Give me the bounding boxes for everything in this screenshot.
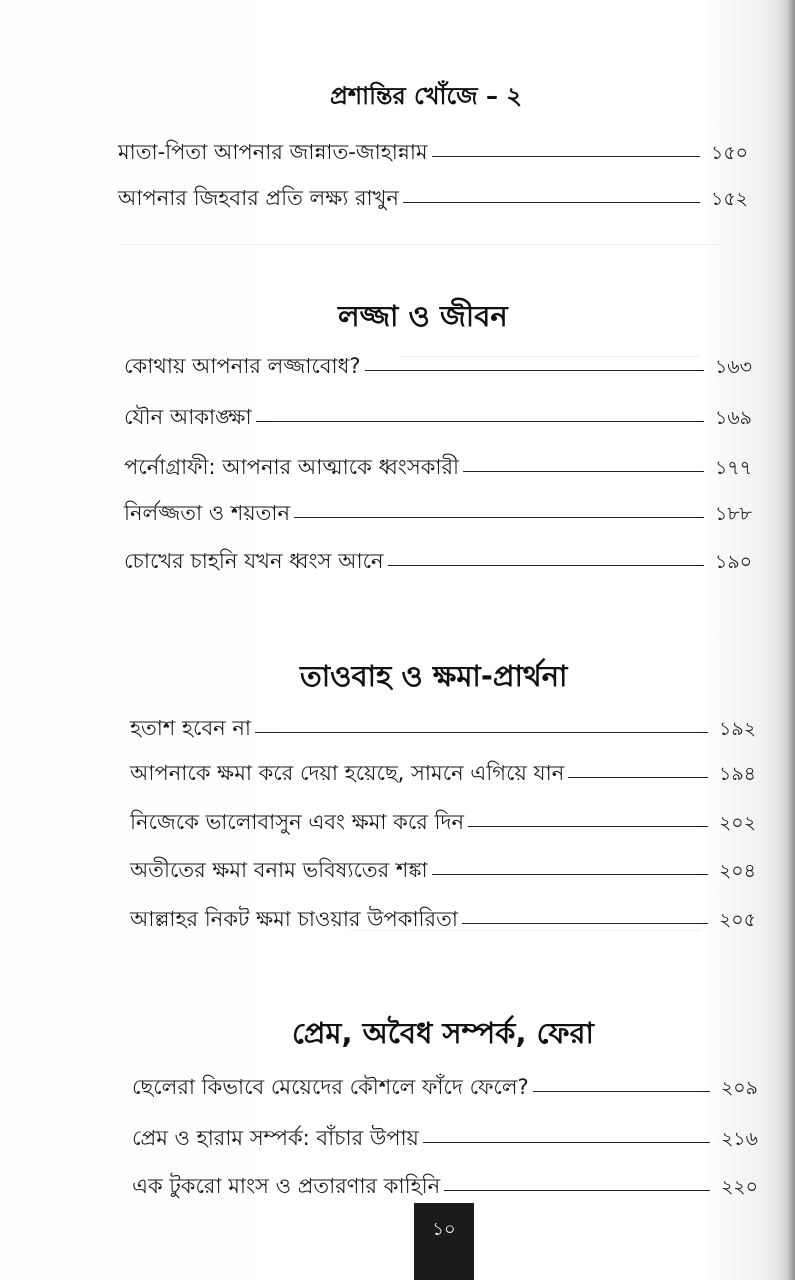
toc-entry-title: ছেলেরা কিভাবে মেয়েদের কৌশলে ফাঁদে ফেলে?: [132, 1075, 529, 1099]
toc-entry-title: অতীতের ক্ষমা বনাম ভবিষ্যতের শঙ্কা: [130, 858, 428, 882]
section-title: প্রেম, অবৈধ সম্পর্ক, ফেরা: [292, 1016, 594, 1050]
toc-page-number: ২০২: [718, 812, 756, 834]
toc-page-number: ১৬৩: [714, 356, 752, 378]
toc-page-number: ২১৬: [720, 1128, 758, 1150]
toc-entry[interactable]: [118, 182, 748, 217]
dot-leader: [568, 777, 708, 778]
dot-leader: [533, 1091, 710, 1092]
toc-entry-title: হতাশ হবেন না: [130, 716, 251, 740]
section-title: প্রশান্তির খোঁজে – ২: [330, 82, 522, 110]
page-number: ১০: [432, 1219, 456, 1240]
toc-page-number: ১৫২: [710, 188, 748, 210]
page-edge-shadow: [777, 0, 795, 1280]
toc-page-number: ১৫০: [710, 142, 748, 164]
toc-page-number: ২২০: [720, 1176, 758, 1198]
toc-entry-title: কোথায় আপনার লজ্জাবোধ?: [124, 354, 361, 378]
toc-page-number: ১৮৮: [715, 503, 752, 525]
toc-entry[interactable]: [118, 136, 748, 171]
dot-leader: [432, 156, 700, 157]
dot-leader: [365, 370, 704, 371]
toc-page-number: ১৬৯: [714, 407, 752, 429]
dot-leader: [432, 874, 708, 875]
toc-entry-title: নির্লজ্জতা ও শয়তান: [124, 501, 291, 525]
show-through-line: [120, 244, 720, 245]
toc-entry[interactable]: [124, 497, 752, 532]
dot-leader: [463, 471, 704, 472]
toc-page-number: ১৯৪: [719, 763, 756, 785]
dot-leader: [388, 565, 704, 566]
dot-leader: [462, 923, 708, 924]
toc-page-number: ১৯০: [714, 551, 752, 573]
toc-entry[interactable]: [124, 350, 752, 385]
toc-entry[interactable]: [130, 854, 756, 889]
toc-entry[interactable]: [132, 1170, 758, 1205]
dot-leader: [294, 517, 704, 518]
page-number-tab: [414, 1203, 474, 1280]
toc-entry[interactable]: [132, 1071, 758, 1106]
toc-page-number: ২০৫: [718, 909, 756, 931]
toc-entry-title: নিজেকে ভালোবাসুন এবং ক্ষমা করে দিন: [130, 810, 465, 834]
toc-entry-title: আপনাকে ক্ষমা করে দেয়া হয়েছে, সামনে এগিয়ে যান: [130, 761, 565, 785]
toc-entry[interactable]: [124, 451, 752, 486]
toc-entry[interactable]: [130, 757, 756, 792]
toc-page-number: ২০৯: [720, 1077, 758, 1099]
toc-entry-title: মাতা-পিতা আপনার জান্নাত-জাহান্নাম: [118, 140, 428, 164]
dot-leader: [403, 202, 700, 203]
dot-leader: [255, 732, 708, 733]
dot-leader: [468, 826, 708, 827]
toc-page-number: ১৯২: [718, 718, 756, 740]
dot-leader: [423, 1142, 710, 1143]
toc-page-number: ২০৪: [718, 860, 756, 882]
toc-entry[interactable]: [132, 1122, 758, 1157]
toc-entry[interactable]: [130, 712, 756, 747]
toc-entry-title: এক টুকরো মাংস ও প্রতারণার কাহিনি: [132, 1174, 441, 1198]
toc-entry[interactable]: [130, 903, 756, 938]
toc-entry[interactable]: [130, 806, 756, 841]
toc-entry[interactable]: [124, 401, 752, 436]
toc-entry-title: আল্লাহর নিকট ক্ষমা চাওয়ার উপকারিতা: [130, 907, 458, 931]
section-title: লজ্জা ও জীবন: [338, 299, 508, 333]
toc-entry-title: আপনার জিহবার প্রতি লক্ষ্য রাখুন: [118, 186, 399, 210]
dot-leader: [444, 1190, 710, 1191]
toc-entry[interactable]: [124, 545, 752, 580]
section-title: তাওবাহ ও ক্ষমা-প্রার্থনা: [300, 659, 568, 693]
toc-page-number: ১৭৭: [714, 457, 752, 479]
toc-entry-title: প্রেম ও হারাম সম্পর্ক: বাঁচার উপায়: [132, 1126, 419, 1150]
toc-entry-title: যৌন আকাঙ্ক্ষা: [124, 405, 252, 429]
toc-entry-title: পর্নোগ্রাফী: আপনার আত্মাকে ধ্বংসকারী: [124, 455, 460, 479]
dot-leader: [256, 421, 704, 422]
toc-entry-title: চোখের চাহনি যখন ধ্বংস আনে: [124, 549, 384, 573]
